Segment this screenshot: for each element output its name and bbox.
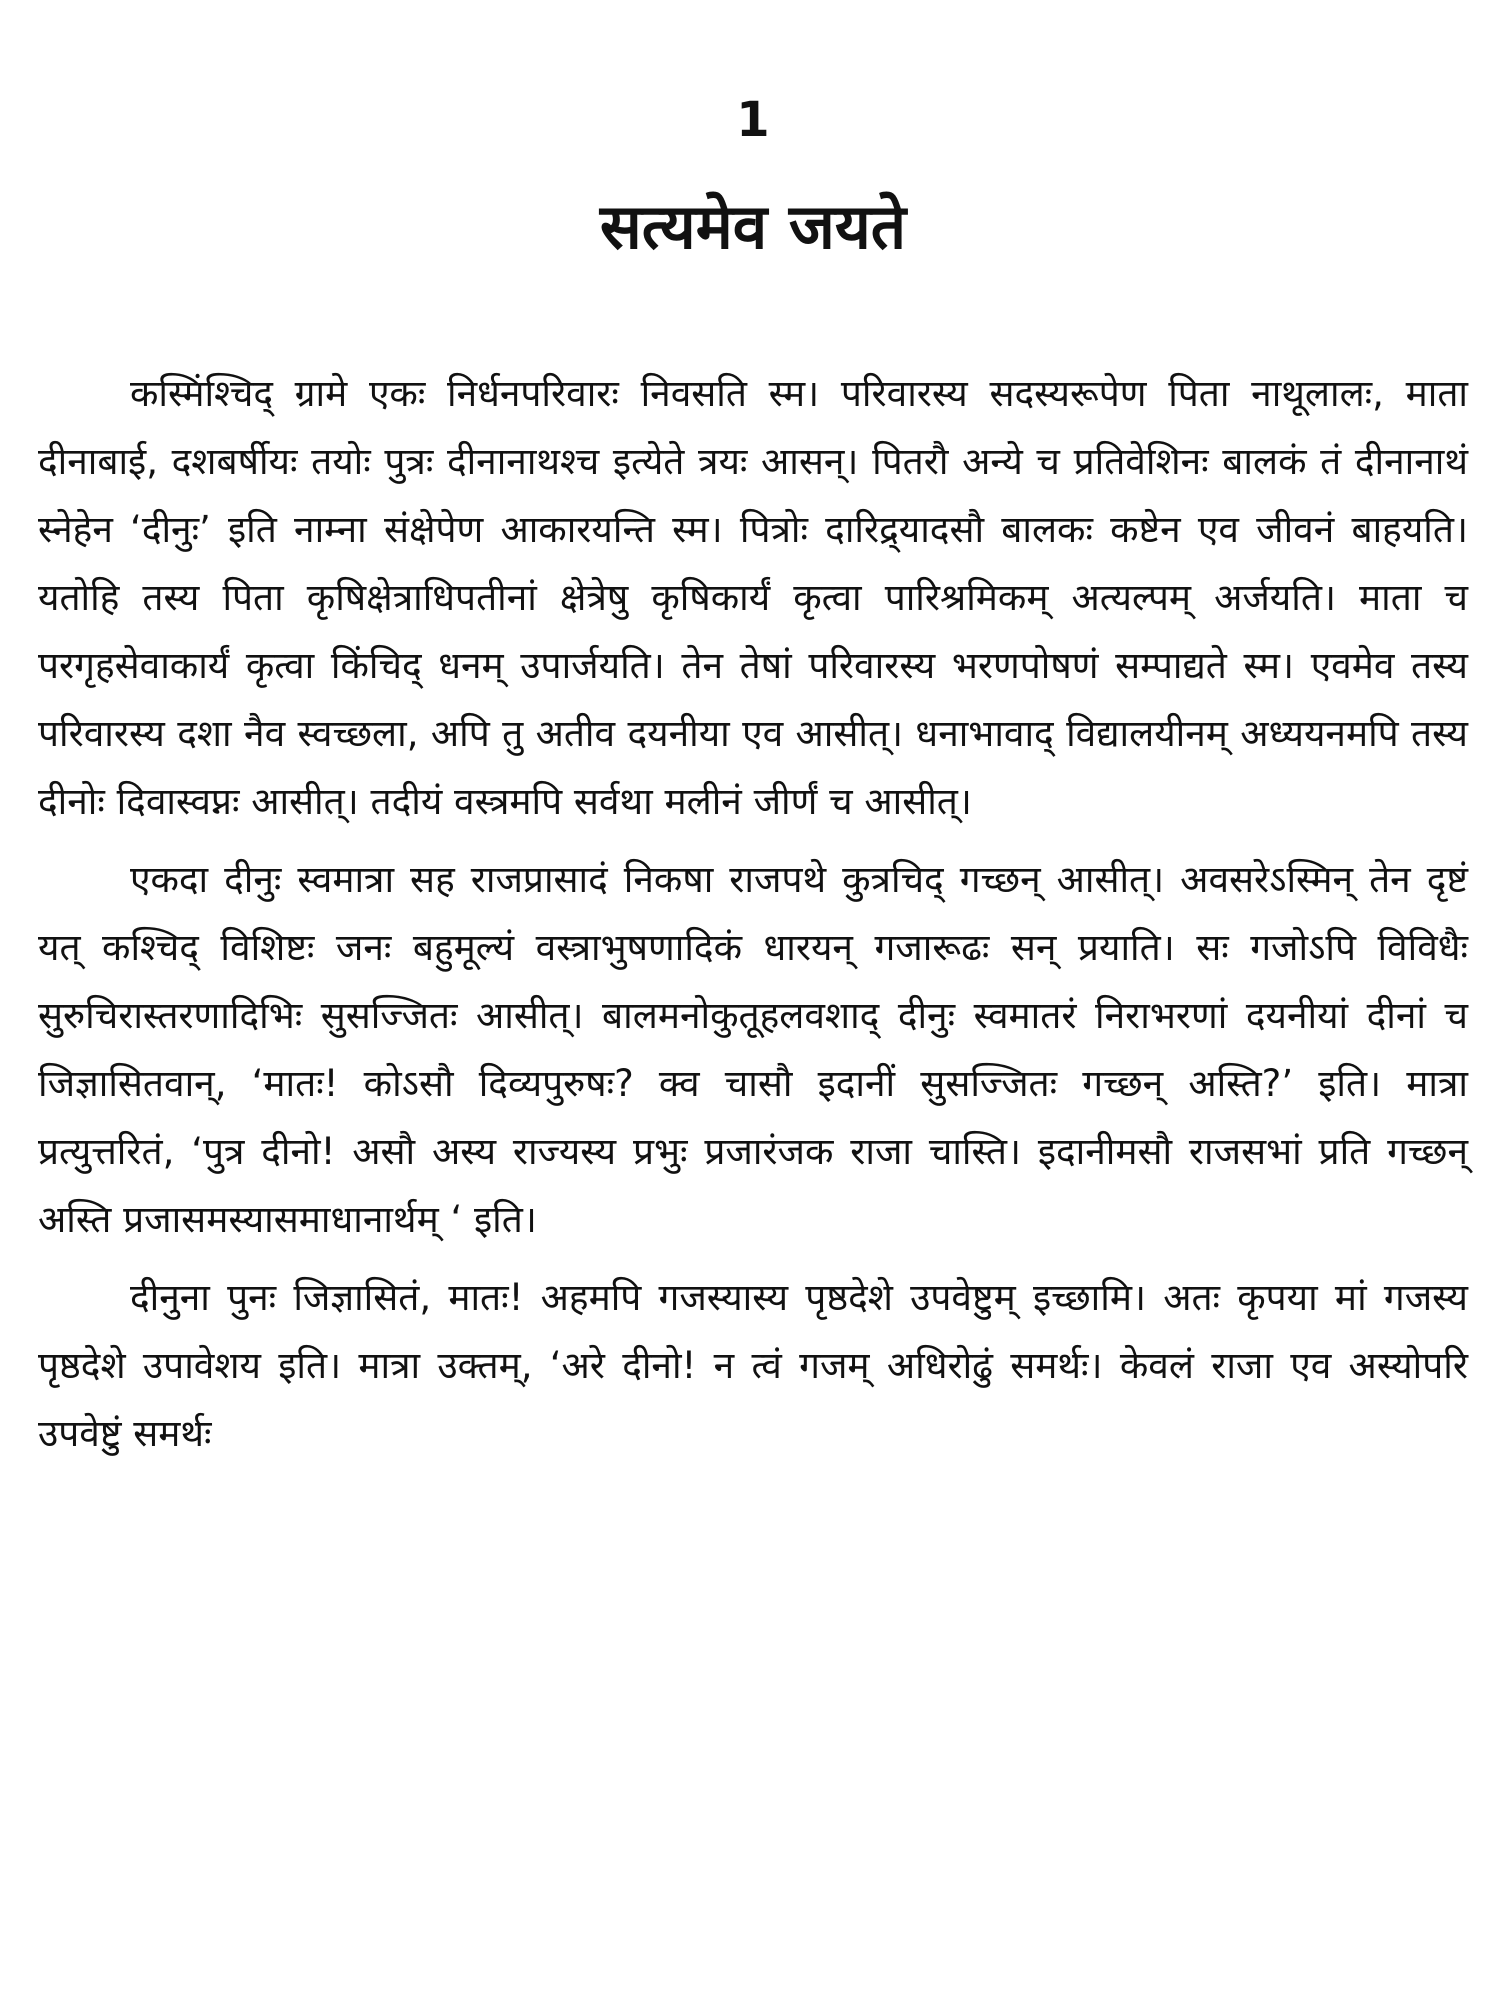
- paragraph: कस्मिंश्चिद् ग्रामे एकः निर्धनपरिवारः निवसति स्म। परिवारस्य सदस्यरूपेण पिता नाथूलालः, माता दीनाबाई, दशबर्षीयः तयोः पुत्रः दीनानाथश्च इत्येते त्रयः आसन्। पितरौ अन्ये च प्रतिवेशिनः बालकं तं दीनानाथं स्नेहेन ‘दीनुः’ इति नाम्ना संक्षेपेण आकारयन्ति स्म। पित्रोः दारिद्र्यादसौ बालकः कष्टेन एव जीवनं बाहयति। यतोहि तस्य पिता कृषिक्षेत्राधिपतीनां क्षेत्रेषु कृषिकार्यं कृत्वा पारिश्रमिकम् अत्यल्पम् अर्जयति। माता च परगृहसेवाकार्यं कृत्वा किंचिद् धनम् उपार्जयति। तेन तेषां परिवारस्य भरणपोषणं सम्पाद्यते स्म। एवमेव तस्य परिवारस्य दशा नैव स्वच्छला, अपि तु अतीव दयनीया एव आसीत्। धनाभावाद् विद्यालयीनम् अध्ययनमपि तस्य दीनोः दिवास्वप्नः आसीत्। तदीयं वस्त्रमपि सर्वथा मलीनं जीर्णं च आसीत्।: [38, 372, 1468, 823]
- paragraph: दीनुना पुनः जिज्ञासितं, मातः! अहमपि गजस्यास्य पृष्ठदेशे उपवेष्टुम् इच्छामि। अतः कृपया मां गजस्य पृष्ठदेशे उपावेशय इति। मात्रा उक्तम्, ‘अरे दीनो! न त्वं गजम् अधिरोढुं समर्थः। केवलं राजा एव अस्योपरि उपवेष्टुं समर्थः: [38, 1276, 1468, 1455]
- paragraph: एकदा दीनुः स्वमात्रा सह राजप्रासादं निकषा राजपथे कुत्रचिद् गच्छन् आसीत्। अवसरेऽस्मिन् तेन दृष्टं यत् कश्चिद् विशिष्टः जनः बहुमूल्यं वस्त्राभुषणादिकं धारयन् गजारूढः सन् प्रयाति। सः गजोऽपि विविधैः सुरुचिरास्तरणादिभिः सुसज्जितः आसीत्। बालमनोकुतूहलवशाद् दीनुः स्वमातरं निराभरणां दयनीयां दीनां च जिज्ञासितवान्, ‘मातः! कोऽसौ दिव्यपुरुषः? क्व चासौ इदानीं सुसज्जितः गच्छन् अस्ति?’ इति। मात्रा प्रत्युत्तरितं, ‘पुत्र दीनो! असौ अस्य राज्यस्य प्रभुः प्रजारंजक राजा चास्ति। इदानीमसौ राजसभां प्रति गच्छन् अस्ति प्रजासमस्यासमाधानार्थम् ‘ इति।: [38, 858, 1468, 1241]
- chapter-body: [38, 360, 1468, 1468]
- chapter-number: 1: [736, 92, 770, 148]
- chapter-title: सत्यमेव जयते: [599, 190, 907, 263]
